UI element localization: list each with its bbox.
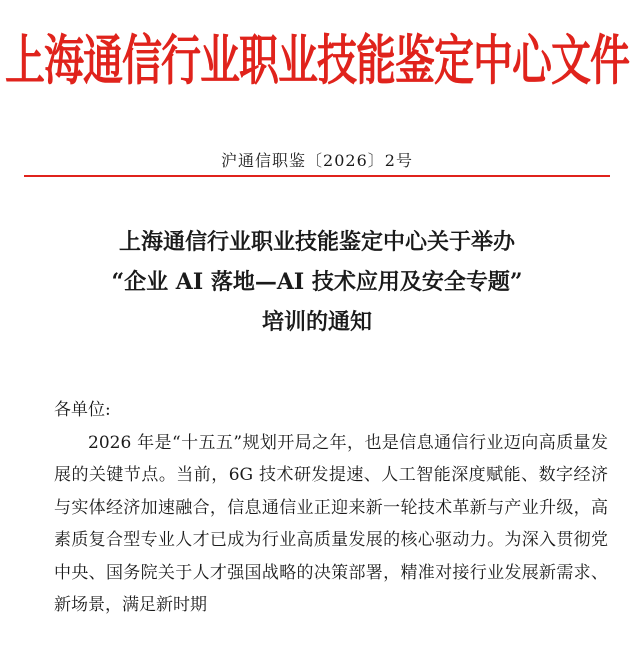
document-header-title: 上海通信行业职业技能鉴定中心文件 bbox=[5, 30, 629, 93]
document-number: 沪通信职鉴〔2026〕2号 bbox=[221, 151, 413, 170]
notice-title-line-3: 培训的通知 bbox=[261, 309, 372, 335]
notice-title bbox=[0, 222, 634, 342]
notice-body bbox=[54, 394, 608, 622]
red-divider-line bbox=[24, 175, 610, 177]
salutation: 各单位: bbox=[54, 400, 111, 420]
notice-title-line-2: “企业 AI 落地—AI 技术应用及安全专题” bbox=[111, 269, 523, 295]
body-paragraph: 2026 年是“十五五”规划开局之年，也是信息通信行业迈向高质量发展的关键节点。当前，6G 技术研发提速、人工智能深度赋能、数字经济与实体经济加速融合，信息通信业正迎来新一轮技术革新与产业升级，高素质复合型专业人才已成为行业高质量发展的核心驱动力。为深入贯彻党中央、国务院关于人才强国战略的决策部署，精准对接行业发展新需求、新场景，满足新时期 bbox=[54, 432, 608, 615]
notice-title-line-1: 上海通信行业职业技能鉴定中心关于举办 bbox=[118, 229, 515, 255]
